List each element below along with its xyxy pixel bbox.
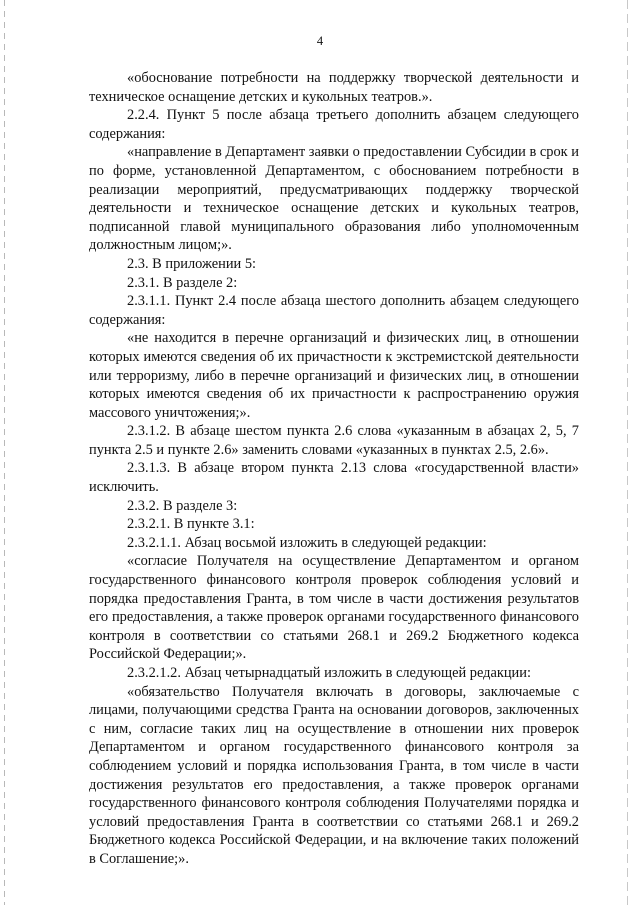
- paragraph-4: 2.3. В приложении 5:: [127, 255, 257, 272]
- paragraph-11: 2.3.2.1. В пункте 3.1:: [127, 516, 255, 533]
- page-number: 4: [316, 34, 324, 48]
- paragraph-8: 2.3.1.2. В абзаце шестом пункта 2.6 слова «указанным в абзацах 2, 5, 7 пункта 2.5 и пункте 2.6» заменить словами «указанных в пунктах 2.5, 2.6».: [89, 423, 579, 458]
- paragraph-7: «не находится в перечне организаций и физических лиц, в отношении которых имеются сведения об их причастности к экстремистской деятельности или терроризму, либо в перечне организаций и физических лиц, в отношении которых имеются сведения об их причастности к распространению оружия массового уничтожения;».: [89, 330, 579, 421]
- paragraph-14: 2.3.2.1.2. Абзац четырнадцатый изложить в следующей редакции:: [127, 665, 531, 681]
- paragraph-10: 2.3.2. В разделе 3:: [127, 497, 238, 514]
- paragraph-5: 2.3.1. В разделе 2:: [127, 274, 238, 291]
- paragraph-9: 2.3.1.3. В абзаце втором пункта 2.13 слова «государственной власти» исключить.: [89, 460, 579, 496]
- document-body: [89, 69, 579, 869]
- paragraph-13: «согласие Получателя на осуществление Департаментом и органом государственного финансового контроля проверок соблюдения условий и порядка предоставления Гранта, в том числе в части достижения результатов его предоставления, а также проверок органами государственного финансового контроля в соответствии со статьями 268.1 и 269.2 Бюджетного кодекса Российской Федерации;».: [89, 553, 579, 663]
- paragraph-2: 2.2.4. Пункт 5 после абзаца третьего дополнить абзацем следующего содержания:: [89, 107, 579, 142]
- scan-edge-right: [627, 0, 628, 905]
- paragraph-1: «обоснование потребности на поддержку творческой деятельности и техническое оснащение детских и кукольных театров.».: [89, 70, 579, 105]
- paragraph-12: 2.3.2.1.1. Абзац восьмой изложить в следующей редакции:: [127, 534, 487, 551]
- paragraph-6: 2.3.1.1. Пункт 2.4 после абзаца шестого дополнить абзацем следующего содержания:: [89, 293, 579, 328]
- paragraph-3: «направление в Департамент заявки о предоставлении Субсидии в срок и по форме, установленной Департаментом, с обоснованием потребности в реализации мероприятий, предусматривающих поддержку творческой деятельности и техническое оснащение детских и кукольных театров, подписанной главой муниципального образования либо уполномоченным должностным лицом;».: [89, 144, 579, 254]
- scan-edge-left: [4, 0, 5, 905]
- paragraph-15: «обязательство Получателя включать в договоры, заключаемые с лицами, получающими средства Гранта на основании договоров, заключенных с ним, согласие таких лиц на осуществление в отношении них проверок Департаментом и органом государственного финансового контроля за соблюдением условий и порядка использования Гранта, в том числе в части достижения результатов его предоставления, а также проверок органами государственного финансового контроля соблюдения Получателями порядка и условий предоставления Гранта в соответствии со статьями 268.1 и 269.2 Бюджетного кодекса Российской Федерации, и на включение таких положений в Соглашение;».: [89, 683, 579, 867]
